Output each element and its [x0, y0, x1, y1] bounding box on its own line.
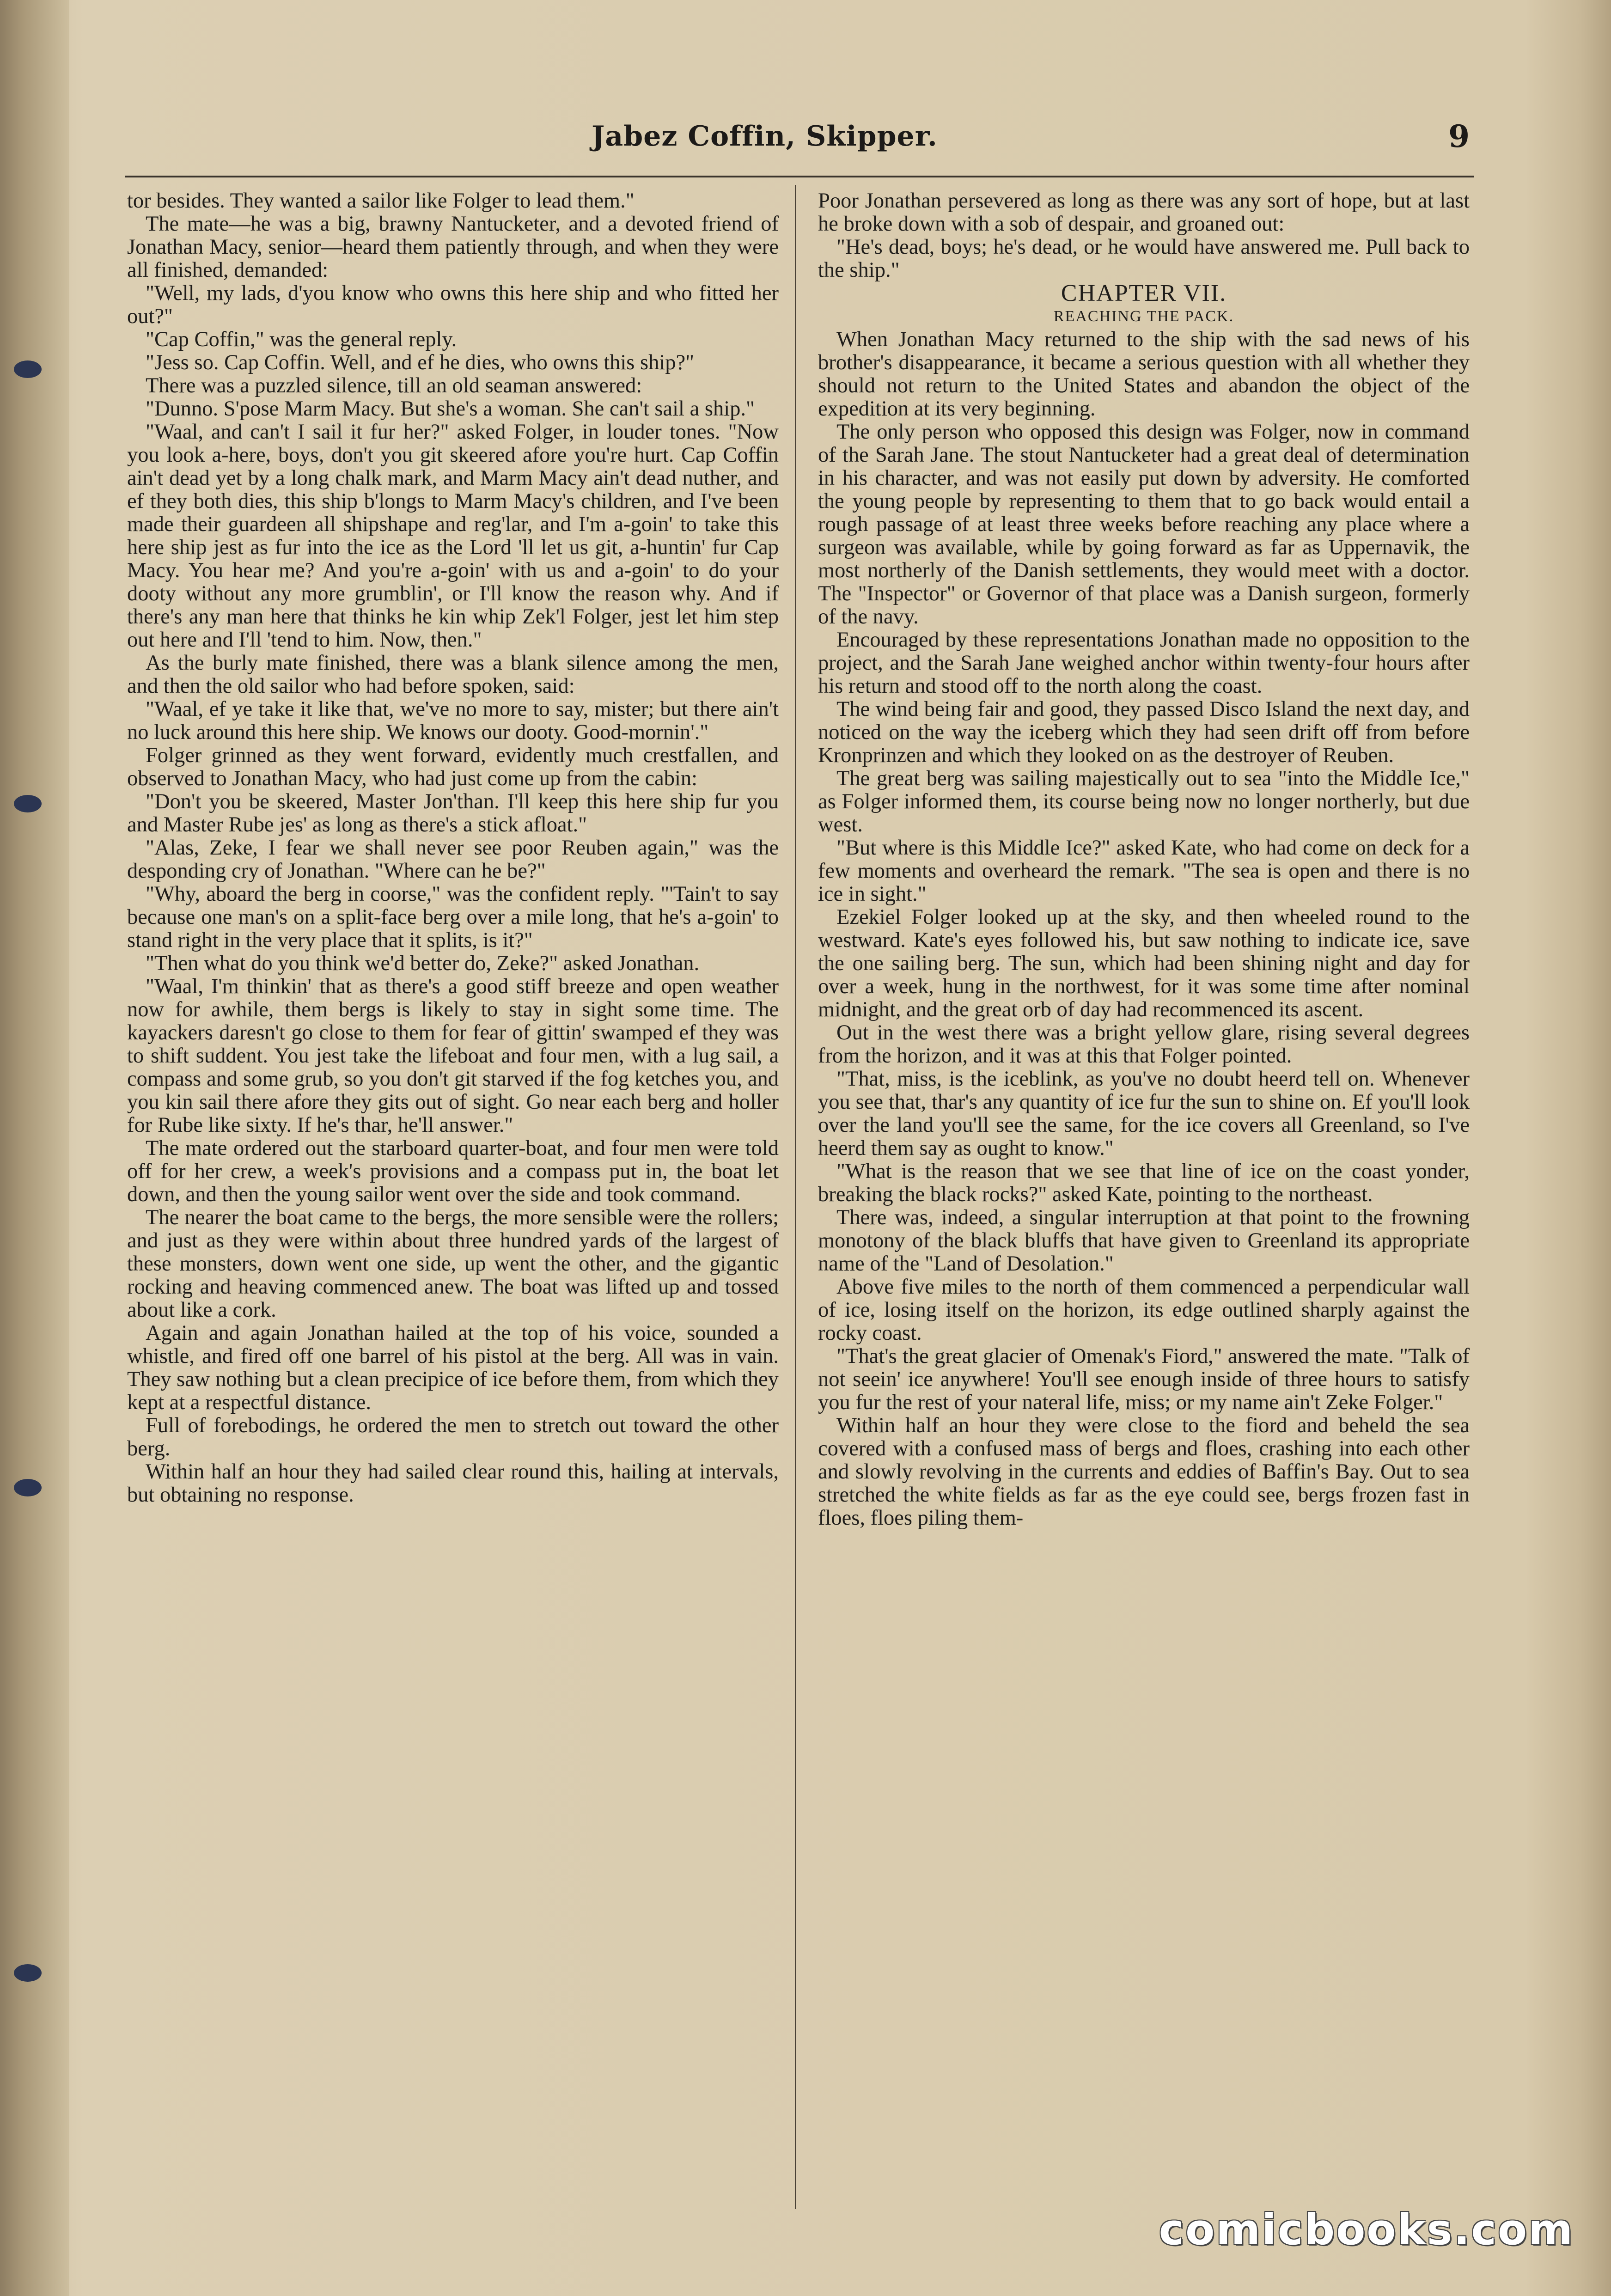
left-column [127, 189, 779, 1507]
paragraph: Encouraged by these representations Jonathan made no opposition to the project, and the Sarah Jane weighed anchor within twenty-four hours after his return and stood off to the north along the coast. [818, 628, 1470, 698]
chapter-subheading: REACHING THE PACK. [1053, 308, 1234, 325]
paragraph: "Cap Coffin," was the general reply. [146, 328, 457, 351]
paragraph: "Dunno. S'pose Marm Macy. But she's a woman. She can't sail a ship." [146, 397, 755, 421]
paragraph: "Don't you be skeered, Master Jon'than. I'll keep this here ship fur you and Master Rube jes' as long as there's a stick afloat." [127, 790, 779, 837]
paragraph: Within half an hour they were close to the fiord and beheld the sea covered with a confused mass of bergs and floes, crashing into each other and slowly revolving in the currents and eddies of Baffin's Bay. Out to sea stretched the white fields as far as the eye could see, bergs frozen fast in floes, floes piling them- [818, 1414, 1470, 1530]
chapter-heading: CHAPTER VII. [1061, 280, 1227, 306]
paragraph: Folger grinned as they went forward, evidently much crestfallen, and observed to Jonathan Macy, who had just come up from the cabin: [127, 744, 779, 790]
paragraph: "Well, my lads, d'you know who owns this here ship and who fitted her out?" [127, 281, 779, 328]
paragraph: The nearer the boat came to the bergs, the more sensible were the rollers; and just as they were within about three hundred yards of the largest of these monsters, down went one side, up went the other, and the gigantic rocking and heaving commenced anew. The boat was lifted up and tossed about like a cork. [127, 1206, 779, 1322]
paragraph: There was a puzzled silence, till an old seaman answered: [146, 374, 642, 397]
paragraph: Out in the west there was a bright yellow glare, rising several degrees from the horizon, and it was at this that Folger pointed. [818, 1021, 1470, 1068]
page-number: 9 [1448, 118, 1470, 154]
paragraph: Within half an hour they had sailed clear round this, hailing at intervals, but obtaining no response. [127, 1460, 779, 1507]
paragraph: The mate ordered out the starboard quarter-boat, and four men were told off for her crew, a week's provisions and a compass put in, the boat let down, and then the young sailor went over the side and took command. [127, 1136, 779, 1206]
binding-stitch-icon [14, 1964, 42, 1982]
paragraph: tor besides. They wanted a sailor like Folger to lead them." [127, 189, 635, 213]
running-title: Jabez Coffin, Skipper. [592, 120, 938, 153]
paragraph: The mate—he was a big, brawny Nantucketer, and a devoted friend of Jonathan Macy, senior—heard them patiently through, and when they were all finished, demanded: [127, 212, 779, 282]
paragraph: "Waal, and can't I sail it fur her?" asked Folger, in louder tones. "Now you look a-here, boys, don't you git skeered afore you're hurt. Cap Coffin ain't dead yet by a long chalk mark, and Marm Macy ain't dead nuther, and ef they both dies, this ship b'longs to Marm Macy's children, and I've been made their guardeen all shipshape and reg'lar, and I'm a-goin' to take this here ship jest as fur into the ice as the Lord 'll let us git, a-huntin' fur Cap Macy. You hear me? And you're a-goin' with us and a-goin' to do your dooty without any more grumblin', or I'll know the reason why. And if there's any man here that thinks he kin whip Zek'l Folger, jest let him step out here and I'll 'tend to him. Now, then." [127, 420, 779, 652]
paragraph: "Waal, ef ye take it like that, we've no more to say, mister; but there ain't no luck around this here ship. We knows our dooty. Good-mornin'." [127, 697, 779, 744]
right-column [818, 189, 1470, 1530]
paragraph: The great berg was sailing majestically out to sea "into the Middle Ice," as Folger informed them, its course being now no longer northerly, but due west. [818, 767, 1470, 837]
watermark: comicbooks.com [1159, 2205, 1574, 2254]
paragraph: "But where is this Middle Ice?" asked Kate, who had come on deck for a few moments and overheard the remark. "The sea is open and there is no ice in sight." [818, 836, 1470, 906]
paragraph: "Why, aboard the berg in coorse," was the confident reply. "'Tain't to say because one man's on a split-face berg over a mile long, that he's a-goin' to stand right in the very place that it splits, is it?" [127, 882, 779, 952]
column-divider [795, 185, 796, 2209]
paragraph: Full of forebodings, he ordered the men to stretch out toward the other berg. [127, 1414, 779, 1460]
paragraph: As the burly mate finished, there was a blank silence among the men, and then the old sailor who had before spoken, said: [127, 651, 779, 698]
paragraph: Again and again Jonathan hailed at the top of his voice, sounded a whistle, and fired off one barrel of his pistol at the berg. All was in vain. They saw nothing but a clean precipice of ice before them, from which they kept at a respectful distance. [127, 1321, 779, 1414]
paragraph: Above five miles to the north of them commenced a perpendicular wall of ice, losing itself on the horizon, its edge outlined sharply against the rocky coast. [818, 1275, 1470, 1345]
paragraph: "Then what do you think we'd better do, Zeke?" asked Jonathan. [146, 952, 700, 975]
binding-stitch-icon [14, 795, 42, 812]
paragraph: When Jonathan Macy returned to the ship with the sad news of his brother's disappearance, it became a serious question with all whether they should not return to the United States and abandon the object of the expedition at its very beginning. [818, 328, 1470, 421]
paragraph: The wind being fair and good, they passed Disco Island the next day, and noticed on the way the iceberg which they had seen drift off from before Kronprinzen and which they looked on as the destroyer of Reuben. [818, 697, 1470, 767]
paragraph: "Alas, Zeke, I fear we shall never see poor Reuben again," was the desponding cry of Jonathan. "Where can he be?" [127, 836, 779, 883]
paragraph: There was, indeed, a singular interruption at that point to the frowning monotony of the black bluffs that have given to Greenland its appropriate name of the "Land of Desolation." [818, 1206, 1470, 1276]
paragraph: The only person who opposed this design was Folger, now in command of the Sarah Jane. The stout Nantucketer had a great deal of determination in his character, and was not easily put down by adversity. He comforted the young people by representing to them that to go back would entail a rough passage of at least three weeks before reaching any place where a surgeon was available, while by going forward as far as Uppernavik, the most northerly of the Danish settlements, they would meet with a doctor. The "Inspector" or Governor of that place was a Danish surgeon, formerly of the navy. [818, 420, 1470, 629]
paragraph: "Waal, I'm thinkin' that as there's a good stiff breeze and open weather now for awhile, them bergs is likely to stay in sight some time. The kayackers daresn't go close to them for fear of gittin' swamped ef they was to shift suddent. You jest take the lifeboat and four men, with a lug sail, a compass and some grub, so you don't git starved if the fog ketches you, and you kin sail there afore they gits out of sight. Go near each berg and holler for Rube like sixty. If he's thar, he'll answer." [127, 975, 779, 1137]
paragraph: "That, miss, is the iceblink, as you've no doubt heerd tell on. Whenever you see that, thar's any quantity of ice fur the sun to shine on. Ef you'll look over the land you'll see the same, for the ice covers all Greenland, so I've heerd them say as ought to know." [818, 1067, 1470, 1160]
paragraph: Ezekiel Folger looked up at the sky, and then wheeled round to the westward. Kate's eyes followed his, but saw nothing to indicate ice, save the one sailing berg. The sun, which had been shining night and day for over a week, hung in the northwest, for it was some time after nominal midnight, and the great orb of day had recommenced its ascent. [818, 905, 1470, 1021]
paragraph: "What is the reason that we see that line of ice on the coast yonder, breaking the black rocks?" asked Kate, pointing to the northeast. [818, 1160, 1470, 1206]
binding-gutter [0, 0, 69, 2296]
paragraph: "Jess so. Cap Coffin. Well, and ef he dies, who owns this ship?" [146, 351, 695, 374]
paragraph: "That's the great glacier of Omenak's Fiord," answered the mate. "Talk of not seein' ice anywhere! You'll see enough inside of three hours to satisfy you fur the rest of your nateral life, miss; or my name ain't Zeke Folger." [818, 1344, 1470, 1414]
paragraph: Poor Jonathan persevered as long as there was any sort of hope, but at last he broke down with a sob of despair, and groaned out: [818, 189, 1470, 236]
binding-stitch-icon [14, 360, 42, 378]
binding-stitch-icon [14, 1479, 42, 1496]
header-rule [125, 176, 1474, 177]
paragraph: "He's dead, boys; he's dead, or he would have answered me. Pull back to the ship." [818, 235, 1470, 282]
page-header [129, 116, 1470, 171]
